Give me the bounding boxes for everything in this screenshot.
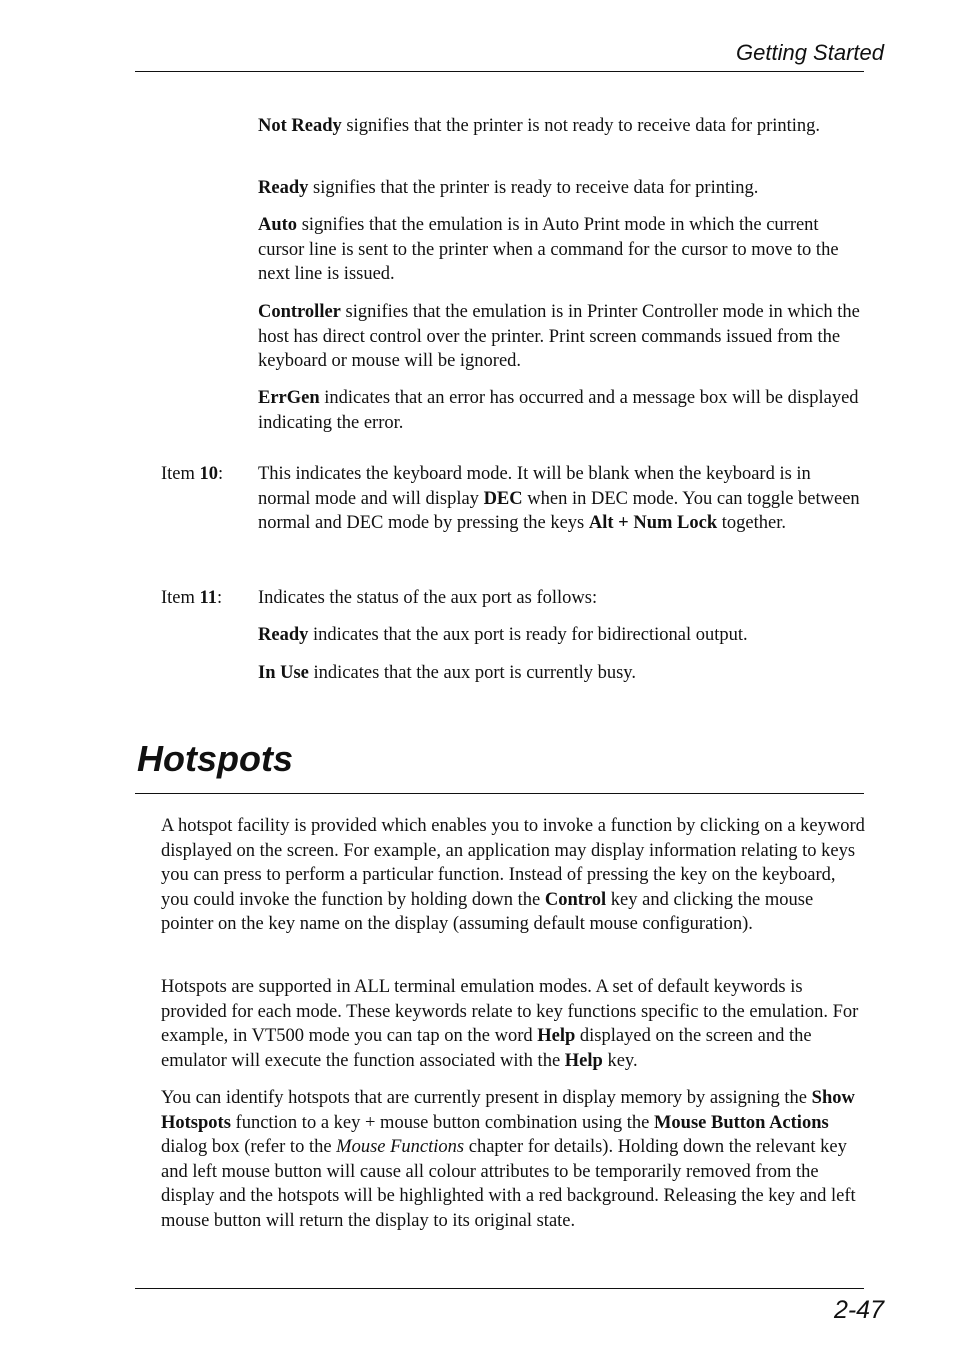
bold-term: Control <box>544 889 607 910</box>
text: dialog box (refer to the <box>161 1137 337 1158</box>
item-10-label <box>161 462 223 487</box>
term: Controller <box>258 302 341 322</box>
status-errgen <box>258 386 864 435</box>
footer-rule <box>135 1288 864 1289</box>
text: key and clicking the mouse pointer on the key name on the display (assuming default mouse configuration). <box>161 889 814 935</box>
term: Ready <box>258 625 309 645</box>
label-suffix: : <box>218 464 224 484</box>
label-suffix: : <box>217 588 223 608</box>
text: A hotspot facility is provided which enables you to invoke a function by clicking on a keyword displayed on the screen. For example, an application may display information relating to keys you can press to perform a particular function. Instead of pressing the key on the keyboard, you could invoke the function by holding down the <box>161 816 865 910</box>
term: Auto <box>258 215 298 235</box>
desc: signifies that the emulation is in Printer Controller mode in which the host has direct control over the printer. Print screen commands issued from the keyboard or mouse will be ignored. <box>258 302 860 372</box>
desc: indicates that the aux port is currently busy. <box>308 663 636 683</box>
item-10-text <box>258 462 864 536</box>
section-rule <box>135 793 864 794</box>
label-number: 10 <box>199 464 219 484</box>
status-ready <box>258 176 864 201</box>
key-combo: Alt + Num Lock <box>588 513 718 534</box>
label-prefix: Item <box>161 464 200 484</box>
item-11-label <box>161 586 222 611</box>
text: together. <box>717 513 786 534</box>
header-rule <box>135 71 864 72</box>
term: Ready <box>258 178 309 198</box>
desc: indicates that the aux port is ready for bidirectional output. <box>308 625 748 645</box>
chapter-reference: Mouse Functions <box>336 1137 465 1158</box>
label-number: 11 <box>199 588 218 608</box>
text: when in DEC mode. You can toggle between normal and DEC mode by pressing the keys <box>258 488 860 534</box>
desc: signifies that the printer is ready to receive data for printing. <box>308 178 759 198</box>
term: In Use <box>258 663 309 683</box>
desc: signifies that the printer is not ready to receive data for printing. <box>341 116 821 136</box>
page-number: 2-47 <box>833 1296 884 1324</box>
text: chapter for details). Holding down the relevant key and left mouse button will cause all colour attributes to be temporarily removed from the display and the hotspots will be highlighted with a red background. Releasing the key and left mouse button will return the display to its original state. <box>161 1137 856 1231</box>
bold-term: Help <box>537 1026 576 1047</box>
status-auto <box>258 213 864 287</box>
text: function to a key + mouse button combination using the <box>230 1112 654 1133</box>
aux-ready <box>258 623 864 648</box>
aux-in-use <box>258 661 864 686</box>
text: You can identify hotspots that are currently present in display memory by assigning the <box>161 1088 812 1108</box>
bold-term: Show Hotspots <box>161 1088 855 1133</box>
term: Not Ready <box>258 116 342 136</box>
hotspots-paragraph-2 <box>161 975 867 1073</box>
section-heading: Hotspots <box>137 738 293 779</box>
status-controller <box>258 300 864 374</box>
bold-term: Mouse Button Actions <box>653 1112 829 1133</box>
bold-term: Help <box>564 1050 603 1071</box>
label-prefix: Item <box>161 588 200 608</box>
text: This indicates the keyboard mode. It will be blank when the keyboard is in normal mode and will display <box>258 464 811 509</box>
text: displayed on the screen and the emulator will execute the function associated with the <box>161 1026 812 1071</box>
item-11-intro: Indicates the status of the aux port as follows: <box>258 588 598 608</box>
term: ErrGen <box>258 388 320 408</box>
status-not-ready <box>258 114 864 139</box>
text: Hotspots are supported in ALL terminal emulation modes. A set of default keywords is provided for each mode. These keywords relate to key functions specific to the emulation. For example, in VT500 mode you can tap on the word <box>161 977 859 1047</box>
desc: indicates that an error has occurred and a message box will be displayed indicating the error. <box>258 388 859 433</box>
running-head: Getting Started <box>736 40 884 65</box>
desc: signifies that the emulation is in Auto Print mode in which the current cursor line is sent to the printer when a command for the cursor to move to the next line is issued. <box>258 215 839 285</box>
hotspots-paragraph-1 <box>161 814 867 937</box>
hotspots-paragraph-3 <box>161 1086 867 1234</box>
dec-term: DEC <box>483 488 523 509</box>
text: key. <box>602 1050 638 1071</box>
